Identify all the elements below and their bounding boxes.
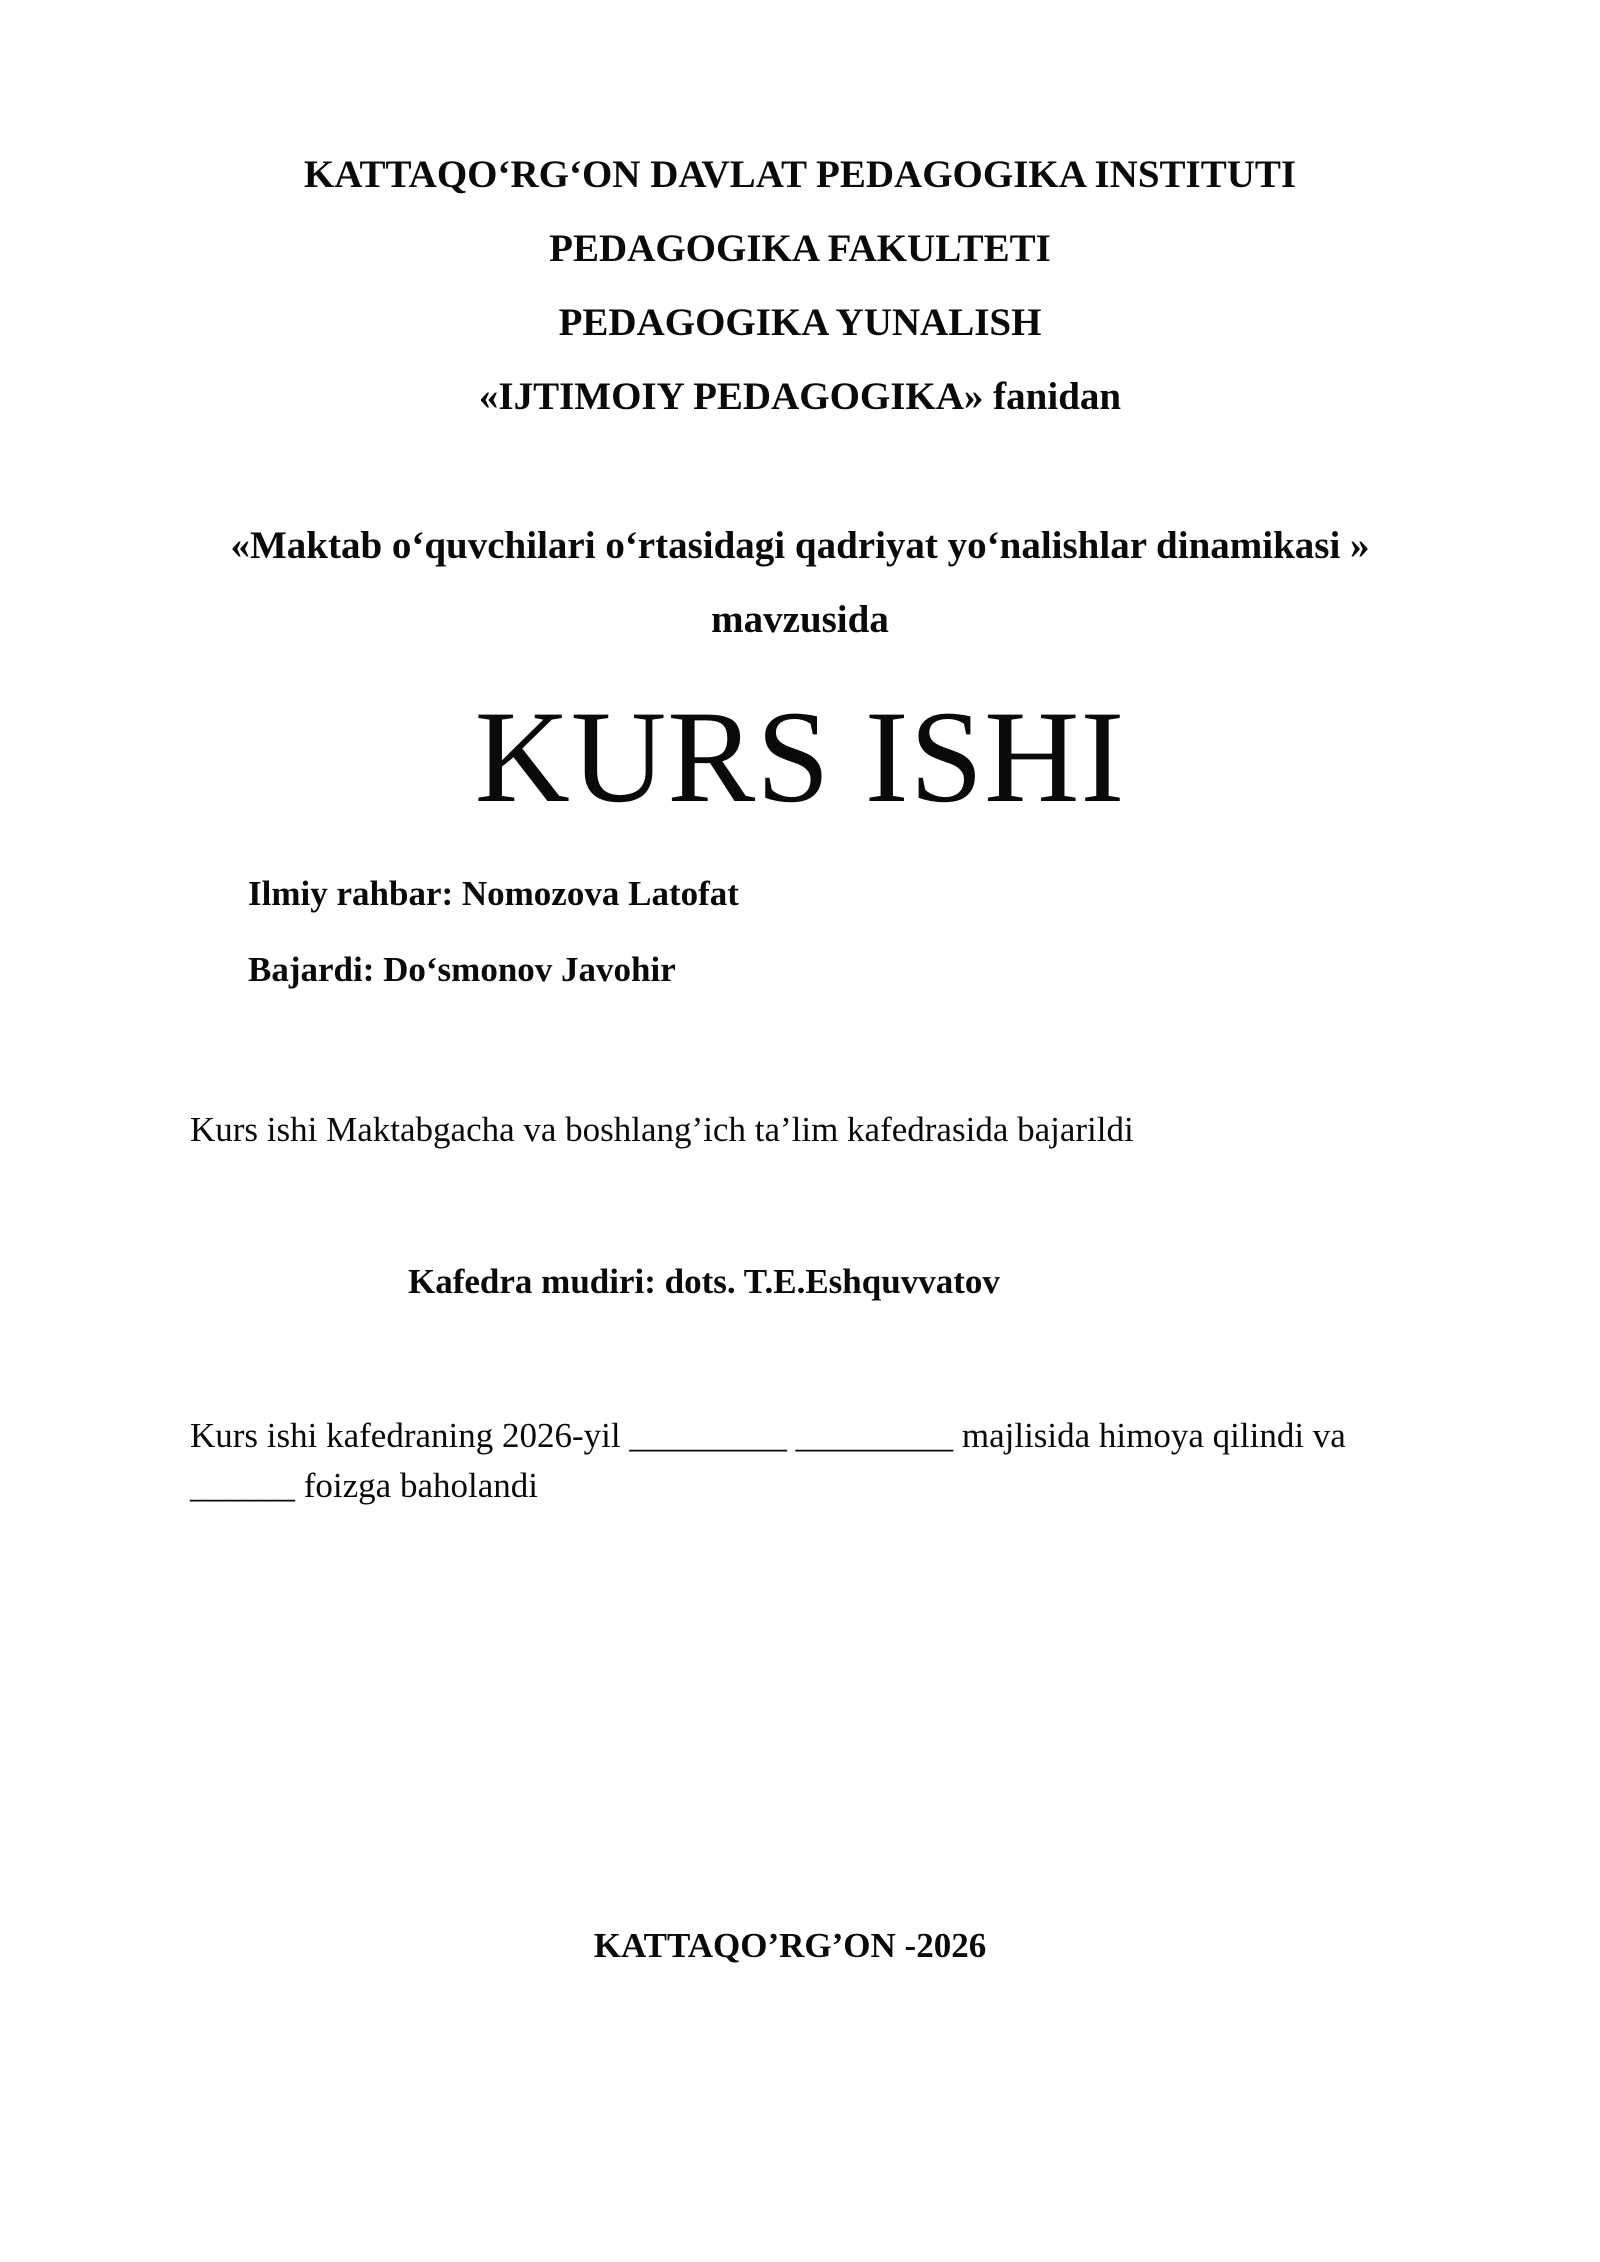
author-line: Bajardi: Do‘smonov Javohir (248, 950, 676, 989)
institute-name: KATTAQO‘RG‘ON DAVLAT PEDAGOGIKA INSTITUTI (303, 153, 1297, 196)
faculty-name: PEDAGOGIKA FAKULTETI (549, 227, 1051, 270)
subject-name: «IJTIMOIY PEDAGOGIKA» fanidan (478, 375, 1122, 418)
topic-title: «Maktab o‘quvchilari o‘rtasidagi qadriyat yo‘nalishlar dinamikasi » (230, 524, 1370, 567)
department-note: Kurs ishi Maktabgacha va boshlang’ich ta’lim kafedrasida bajarildi (190, 1110, 1134, 1149)
head-of-department: Kafedra mudiri: dots. T.E.Eshquvvatov (408, 1262, 1000, 1301)
topic-subtitle: mavzusida (711, 598, 889, 641)
defense-line-1: Kurs ishi kafedraning 2026-yil _________ _________ majlisida himoya qilindi va (190, 1416, 1346, 1455)
footer-city-year: KATTAQO’RG’ON -2026 (593, 1926, 987, 1965)
defense-line-2: ______ foizga baholandi (190, 1466, 538, 1505)
supervisor-line: Ilmiy rahbar: Nomozova Latofat (248, 874, 739, 913)
direction-name: PEDAGOGIKA YUNALISH (558, 301, 1042, 344)
document-title: KURS ISHI (474, 683, 1126, 830)
